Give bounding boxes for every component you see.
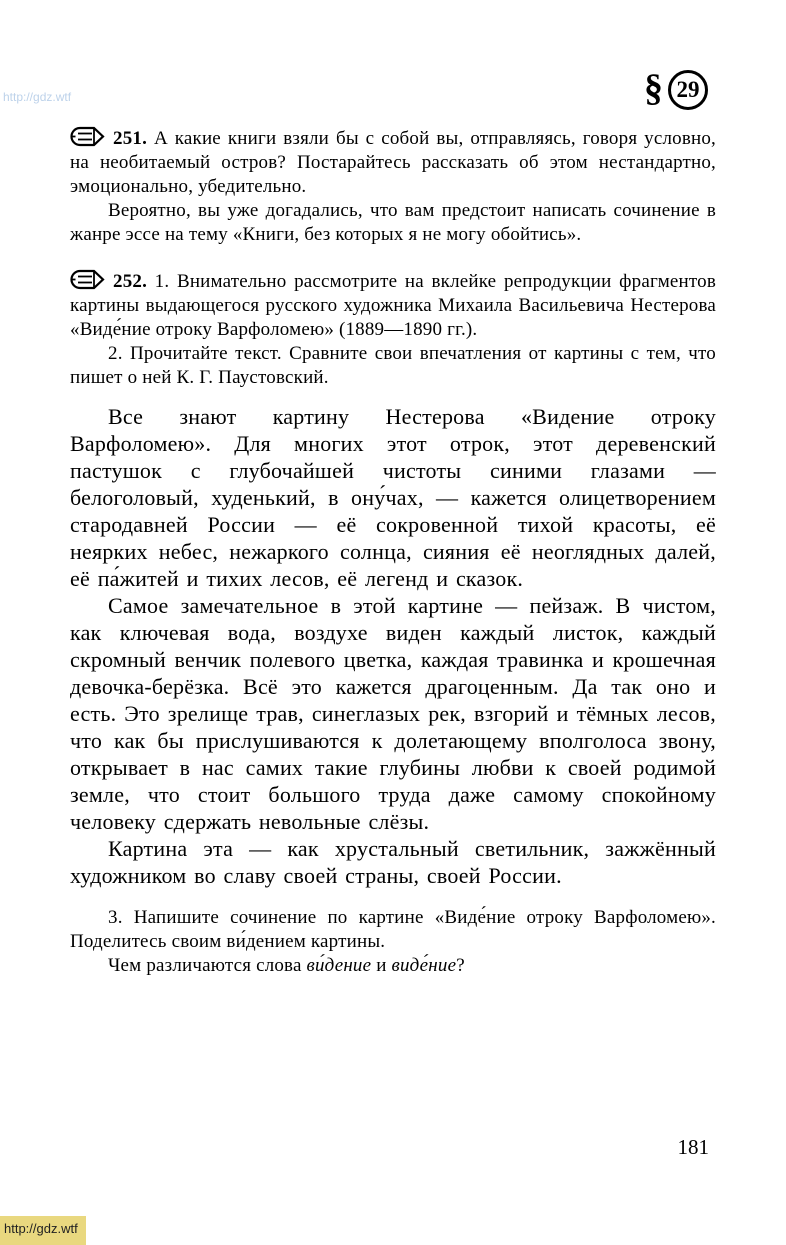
exercise-252-paragraph-2: 2. Прочитайте текст. Сравните свои впечатления от картины с тем, что пишет о ней К. Г. Паустовский.	[70, 343, 716, 388]
section-symbol: §	[644, 67, 663, 109]
exercise-251-paragraph-2: Вероятно, вы уже догадались, что вам предстоит написать сочинение в жанре эссе на тему «Книги, без которых я не могу обойтись».	[70, 200, 716, 245]
section-number-badge: 29	[668, 70, 708, 110]
pencil-exercise-icon	[70, 269, 113, 294]
exercise-text: А какие книги взяли бы с собой вы, отправляясь, говоря условно, на необитаемый остров? Постарайтесь рассказать об этом нестандартно, эмоционально, убедительно.	[70, 128, 716, 197]
question-mid: и	[371, 955, 392, 976]
passage-paragraph-1: Все знают картину Нестерова «Видение отроку Варфоломею». Для многих этот отрок, этот деревенский пастушок с глубочайшей чистоты синими глазами — белоголовый, худенький, в ону́чах, — кажется олицетворением стародавней России — её сокровенной тихой красоты, её неярких небес, нежаркого солнца, сияния её неоглядных далей, её па́житей и тихих лесов, её легенд и сказок.	[70, 404, 716, 591]
exercise-252-paragraph-1	[70, 269, 716, 342]
question-prefix: Чем различаются слова	[108, 955, 307, 976]
question-suffix: ?	[456, 955, 465, 976]
exercise-number: 252.	[113, 271, 148, 292]
passage-paragraph-2: Самое замечательное в этой картине — пейзаж. В чистом, как ключевая вода, воздухе виден каждый листок, каждый скромный венчик полевого цветка, каждая травинка и крошечная девочка-берёзка. Всё это кажется драгоценным. Да так оно и есть. Это зрелище трав, синеглазых рек, взгорий и тёмных лесов, что как бы прислушиваются к долетающему вполголоса звону, открывает в нас самих такие глубины любви к своей родимой земле, что стоит большого труда даже самому спокойному человеку сдержать невольные слёзы.	[70, 593, 716, 834]
watermark-url-top: http://gdz.wtf	[3, 90, 72, 104]
page-number: 181	[677, 1135, 709, 1159]
section-header	[644, 67, 708, 110]
task-3-paragraph: 3. Напишите сочинение по картине «Виде́ние отроку Варфоломею». Поделитесь своим ви́дением картины.	[70, 907, 716, 952]
pencil-exercise-icon	[70, 126, 113, 151]
exercise-251	[70, 126, 716, 247]
exercise-251-paragraph-1	[70, 126, 716, 199]
page-content	[70, 126, 716, 978]
exercise-number: 251.	[113, 128, 148, 149]
reading-passage	[70, 403, 716, 889]
question-word-videnie-2: виде́ние	[391, 955, 457, 976]
task-3-question	[70, 954, 716, 978]
exercise-252-task-3	[70, 906, 716, 978]
question-word-videnie-1: ви́дение	[306, 955, 372, 976]
watermark-url-bottom: http://gdz.wtf	[0, 1216, 86, 1245]
exercise-text: 1. Внимательно рассмотрите на вклейке репродукции фрагментов картины выдающегося русского художника Михаила Васильевича Нестерова «Виде́ние отроку Варфоломею» (1889—1890 гг.).	[70, 271, 716, 340]
exercise-252	[70, 269, 716, 390]
passage-paragraph-3: Картина эта — как хрустальный светильник, зажжённый художником во славу своей страны, своей России.	[70, 836, 716, 888]
